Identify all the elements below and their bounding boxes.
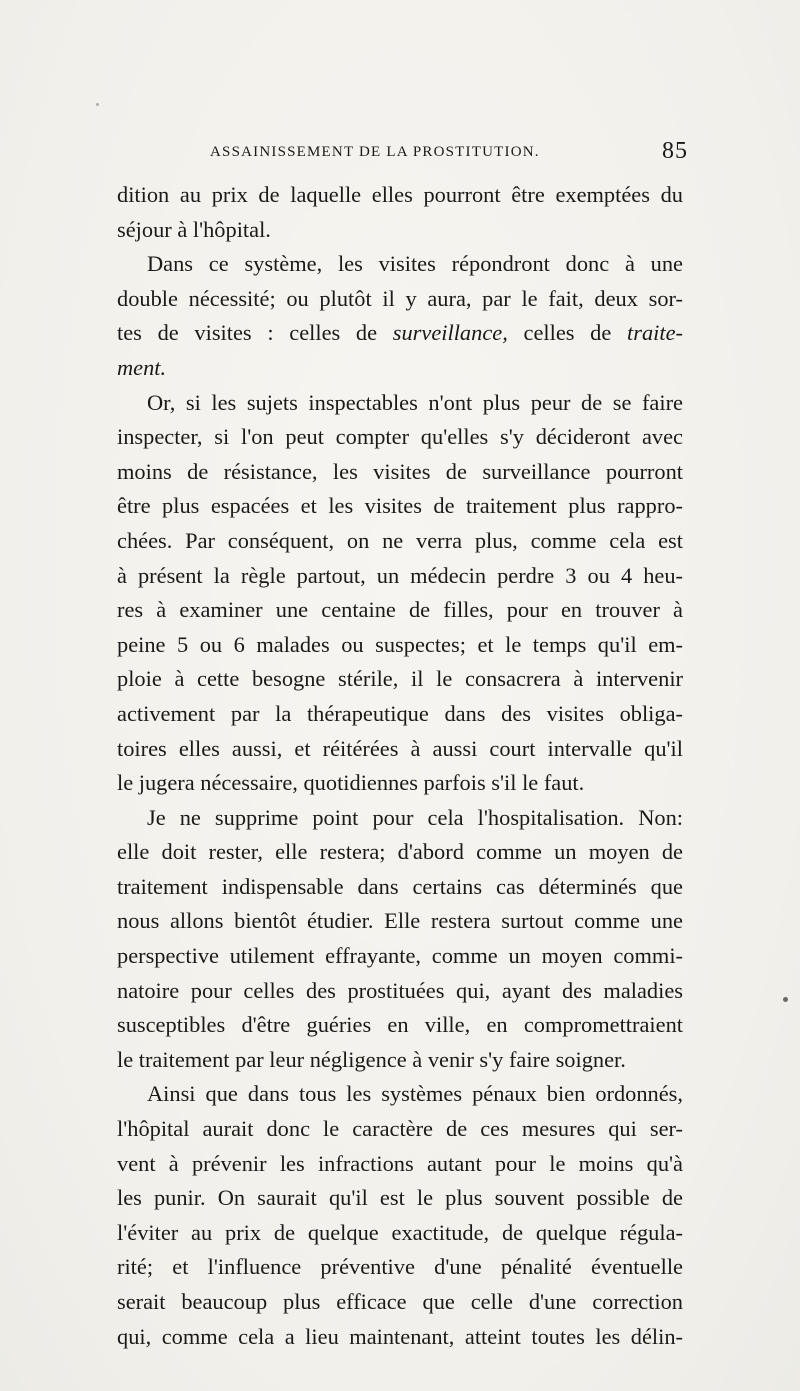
- text-line: ploie à cette besogne stérile, il le consacrera à intervenir: [117, 666, 683, 692]
- italic-term-ment: ment.: [117, 354, 167, 380]
- text-line: être plus espacées et les visites de traitement plus rappro-: [117, 493, 683, 519]
- text-line: le jugera nécessaire, quotidiennes parfois s'il le faut.: [117, 770, 585, 796]
- paper-speck: [96, 103, 99, 106]
- text-line: Dans ce système, les visites répondront donc à une: [147, 251, 683, 277]
- body-text: [117, 178, 683, 1354]
- text-line: elle doit rester, elle restera; d'abord comme un moyen de: [117, 839, 683, 865]
- italic-term-traitement: traite-: [627, 320, 683, 346]
- text-line: peine 5 ou 6 malades ou suspectes; et le temps qu'il em-: [117, 631, 683, 657]
- text-line-mixed: [117, 316, 683, 351]
- text-line: res à examiner une centaine de filles, pour en trouver à: [117, 597, 683, 623]
- text-line: dition au prix de laquelle elles pourront être exemptées du: [117, 182, 683, 207]
- text-line: inspecter, si l'on peut compter qu'elles s'y décideront avec: [117, 424, 683, 450]
- text-line: Ainsi que dans tous les systèmes pénaux bien ordonnés,: [147, 1081, 683, 1107]
- running-title: ASSAINISSEMENT DE LA PROSTITUTION.: [210, 144, 540, 160]
- text-line: vent à prévenir les infractions autant pour le moins qu'à: [117, 1150, 683, 1176]
- page-header: [210, 138, 688, 168]
- text-line: l'éviter au prix de quelque exactitude, de quelque régula-: [117, 1219, 683, 1245]
- text-line: qui, comme cela a lieu maintenant, atteint toutes les délin-: [117, 1323, 683, 1349]
- text-line: Je ne supprime point pour cela l'hospitalisation. Non:: [147, 804, 683, 830]
- text-line: nous allons bientôt étudier. Elle restera surtout comme une: [117, 908, 683, 934]
- italic-term-surveillance: surveillance,: [392, 320, 508, 346]
- text-line: perspective utilement effrayante, comme un moyen commi-: [117, 943, 683, 969]
- paper-speck: [783, 997, 788, 1002]
- text-line: les punir. On saurait qu'il est le plus souvent possible de: [117, 1185, 683, 1211]
- text-segment: celles de: [523, 320, 612, 346]
- text-line: rité; et l'influence préventive d'une pénalité éventuelle: [117, 1254, 683, 1280]
- text-line: susceptibles d'être guéries en ville, en compromettraient: [117, 1012, 683, 1038]
- text-line: natoire pour celles des prostituées qui, ayant des maladies: [117, 977, 683, 1003]
- text-line: activement par la thérapeutique dans des visites obliga-: [117, 700, 683, 726]
- text-line: séjour à l'hôpital.: [117, 216, 271, 242]
- text-line: [117, 351, 683, 386]
- text-line: moins de résistance, les visites de surveillance pourront: [117, 458, 683, 484]
- text-line: toires elles aussi, et réitérées à aussi court intervalle qu'il: [117, 735, 683, 761]
- text-line: le traitement par leur négligence à venir s'y faire soigner.: [117, 1046, 626, 1072]
- text-line: double nécessité; ou plutôt il y aura, par le fait, deux sor-: [117, 285, 683, 311]
- text-line: à présent la règle partout, un médecin perdre 3 ou 4 heu-: [117, 562, 683, 588]
- text-line: Or, si les sujets inspectables n'ont plus peur de se faire: [147, 389, 683, 415]
- text-line: serait beaucoup plus efficace que celle d'une correction: [117, 1289, 683, 1314]
- text-line: l'hôpital aurait donc le caractère de ces mesures qui ser-: [117, 1116, 683, 1142]
- text-segment: tes de visites : celles de: [117, 320, 378, 346]
- text-line: traitement indispensable dans certains cas déterminés que: [117, 873, 683, 899]
- text-line: chées. Par conséquent, on ne verra plus, comme cela est: [117, 527, 683, 553]
- page-number: 85: [662, 138, 688, 164]
